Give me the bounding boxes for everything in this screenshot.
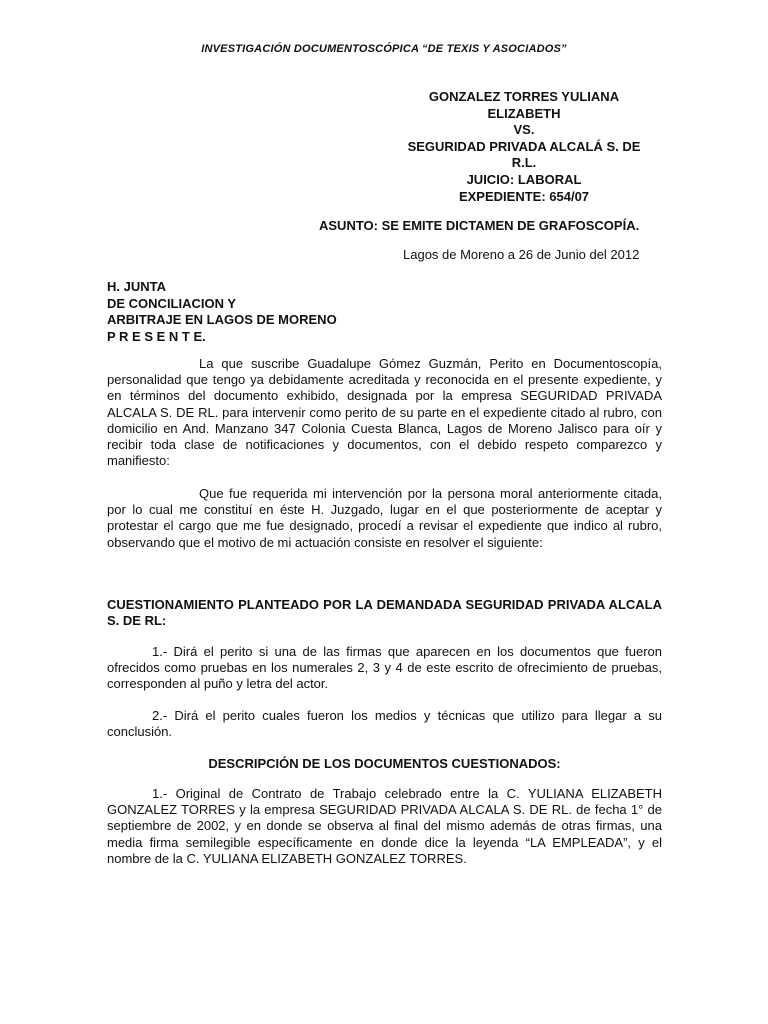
document-header: INVESTIGACIÓN DOCUMENTOSCÓPICA “DE TEXIS Y ASOCIADOS” xyxy=(201,43,567,55)
case-line: VS. xyxy=(513,122,535,138)
question-heading: CUESTIONAMIENTO PLANTEADO POR LA DEMANDADA SEGURIDAD PRIVADA ALCALA S. DE RL: xyxy=(107,597,662,629)
case-line: R.L. xyxy=(511,155,537,171)
documents-heading: DESCRIPCIÓN DE LOS DOCUMENTOS CUESTIONADOS: xyxy=(208,756,561,771)
question-2-paragraph: 2.- Dirá el perito cuales fueron los medios y técnicas que utilizo para llegar a su conclusión. xyxy=(107,708,662,740)
case-line: EXPEDIENTE: 654/07 xyxy=(458,188,590,204)
case-line: ELIZABETH xyxy=(487,105,561,121)
addressee-line: ARBITRAJE EN LAGOS DE MORENO xyxy=(107,312,337,328)
intro-paragraph: La que suscribe Guadalupe Gómez Guzmán, Perito en Documentoscopía, personalidad que tengo ya debidamente acreditada y reconocida en el presente expediente, y en términos del documento exhibido, designada por la empresa SEGURIDAD PRIVADA ALCALA S. DE RL. para intervenir como perito de su parte en el expediente citado al rubro, con domicilio en And. Manzano 347 Colonia Cuesta Blanca, Lagos de Moreno Jalisco para oír y recibir toda clase de notificaciones y documentos, con el debido respeto comparezco y manifiesto: xyxy=(107,356,662,469)
case-line: JUICIO: LABORAL xyxy=(466,171,582,187)
requested-paragraph: Que fue requerida mi intervención por la persona moral anteriormente citada, por lo cual me constituí en éste H. Juzgado, lugar en el que posteriormente de aceptar y protestar el cargo que me fue designado, procedí a revisar el expediente que indico al rubro, observando que el motivo de mi actuación consiste en resolver el siguiente: xyxy=(107,486,662,550)
date-line: Lagos de Moreno a 26 de Junio del 2012 xyxy=(403,247,640,262)
case-block xyxy=(393,89,655,205)
addressee-line: P R E S E N T E. xyxy=(107,328,206,344)
question-1-paragraph: 1.- Dirá el perito si una de las firmas que aparecen en los documentos que fueron ofrecidos como pruebas en los numerales 2, 3 y 4 de este escrito de ofrecimiento de pruebas, corresponden al puño y letra del actor. xyxy=(107,644,662,692)
addressee-line: H. JUNTA xyxy=(107,279,166,294)
document-1-paragraph: 1.- Original de Contrato de Trabajo celebrado entre la C. YULIANA ELIZABETH GONZALEZ TORRES y la empresa SEGURIDAD PRIVADA ALCALA S. DE RL. de fecha 1° de septiembre de 2002, y en donde se observa al final del mismo además de otras firmas, una media firma semilegible específicamente en donde dice la leyenda “LA EMPLEADA”, y el nombre de la C. YULIANA ELIZABETH GONZALEZ TORRES. xyxy=(107,786,662,866)
case-line: GONZALEZ TORRES YULIANA xyxy=(428,89,620,104)
case-line: SEGURIDAD PRIVADA ALCALÁ S. DE xyxy=(407,138,641,154)
addressee-line: DE CONCILIACION Y xyxy=(107,295,237,311)
subject-line: ASUNTO: SE EMITE DICTAMEN DE GRAFOSCOPÍA. xyxy=(319,218,640,233)
addressee-block xyxy=(107,279,337,345)
